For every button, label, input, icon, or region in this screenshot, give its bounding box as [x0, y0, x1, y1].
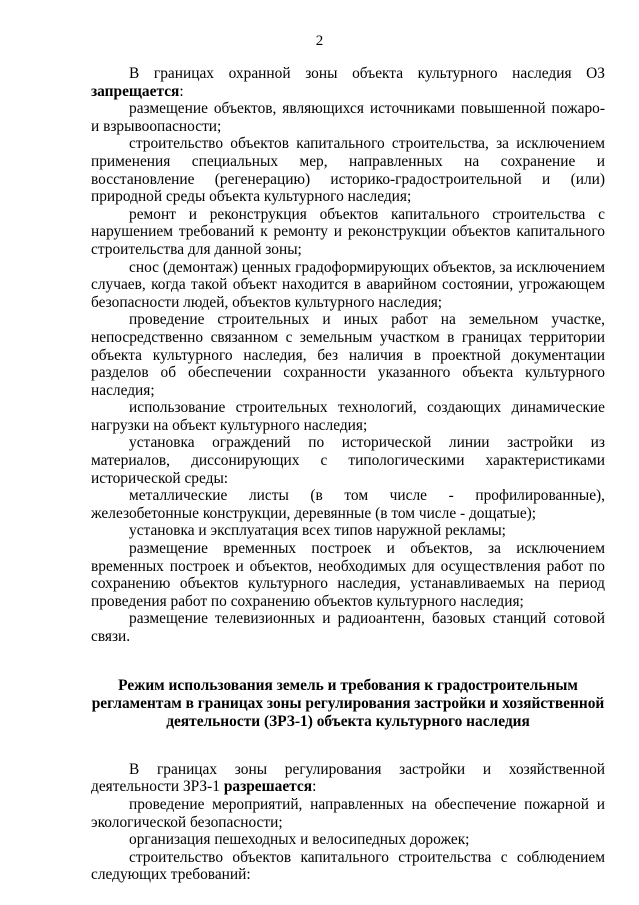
section1-intro-bold: запрещается	[91, 82, 180, 100]
list-item: установка ограждений по исторической линии застройки из материалов, диссонирующих с типологическими характеристиками исторической среды:	[91, 434, 605, 487]
list-item: использование строительных технологий, создающих динамические нагрузки на объект культурного наследия;	[91, 399, 605, 434]
section1-intro-text: В границах охранной зоны объекта культурного наследия ОЗ	[129, 65, 605, 82]
list-item: строительство объектов капитального строительства с соблюдением следующих требований:	[91, 848, 605, 884]
list-item: металлические листы (в том числе - профилированные), железобетонные конструкции, деревянные (в том числе - дощатые);	[91, 487, 605, 522]
list-item: организация пешеходных и велосипедных дорожек;	[129, 831, 470, 849]
page-number: 2	[315, 33, 324, 49]
document-body	[91, 65, 605, 884]
section2-heading: Режим использования земель и требования к градостроительным регламентам в границах зоны регулирования застройки и хозяйственной деятельности (ЗРЗ-1) объекта культурного наследия	[91, 676, 605, 731]
list-item: снос (демонтаж) ценных градоформирующих объектов, за исключением случаев, когда такой объект находится в аварийном состоянии, угрожающем безопасности людей, объектов культурного наследия;	[91, 258, 605, 311]
list-item: установка и эксплуатация всех типов наружной рекламы;	[129, 522, 506, 540]
section2-intro-text: В границах зоны регулирования застройки и хозяйственной деятельности ЗРЗ-1	[91, 760, 605, 796]
list-item: размещение временных построек и объектов, за исключением временных построек и объектов, необходимых для осуществления работ по сохранению объектов культурного наследия, устанавливаемых на период проведения работ по сохранению объектов культурного наследия;	[91, 540, 605, 610]
list-item: ремонт и реконструкция объектов капитального строительства с нарушением требований к ремонту и реконструкции объектов капитального строительства для данной зоны;	[91, 205, 605, 258]
list-item: размещение телевизионных и радиоантенн, базовых станций сотовой связи.	[91, 610, 605, 645]
section2-intro-bold: разрешается	[223, 778, 313, 796]
section1-intro: В границах охранной зоны объекта культурного наследия ОЗ запрещается:	[91, 65, 605, 100]
list-item: проведение строительных и иных работ на земельном участке, непосредственно связанном с земельным участком в границах территории объекта культурного наследия, без наличия в проектной документации разделов об обеспечении сохранности указанного объекта культурного наследия;	[91, 311, 605, 399]
list-item: проведение мероприятий, направленных на обеспечение пожарной и экологической безопасности;	[91, 796, 605, 831]
section2-intro: В границах зоны регулирования застройки и хозяйственной деятельности ЗРЗ-1 разрешается:	[91, 760, 605, 796]
list-item: строительство объектов капитального строительства, за исключением применения специальных мер, направленных на сохранение и восстановление (регенерацию) историко-градостроительной и (или) природной среды объекта культурного наследия;	[91, 135, 605, 206]
list-item: размещение объектов, являющихся источниками повышенной пожаро- и взрывоопасности;	[91, 100, 605, 135]
